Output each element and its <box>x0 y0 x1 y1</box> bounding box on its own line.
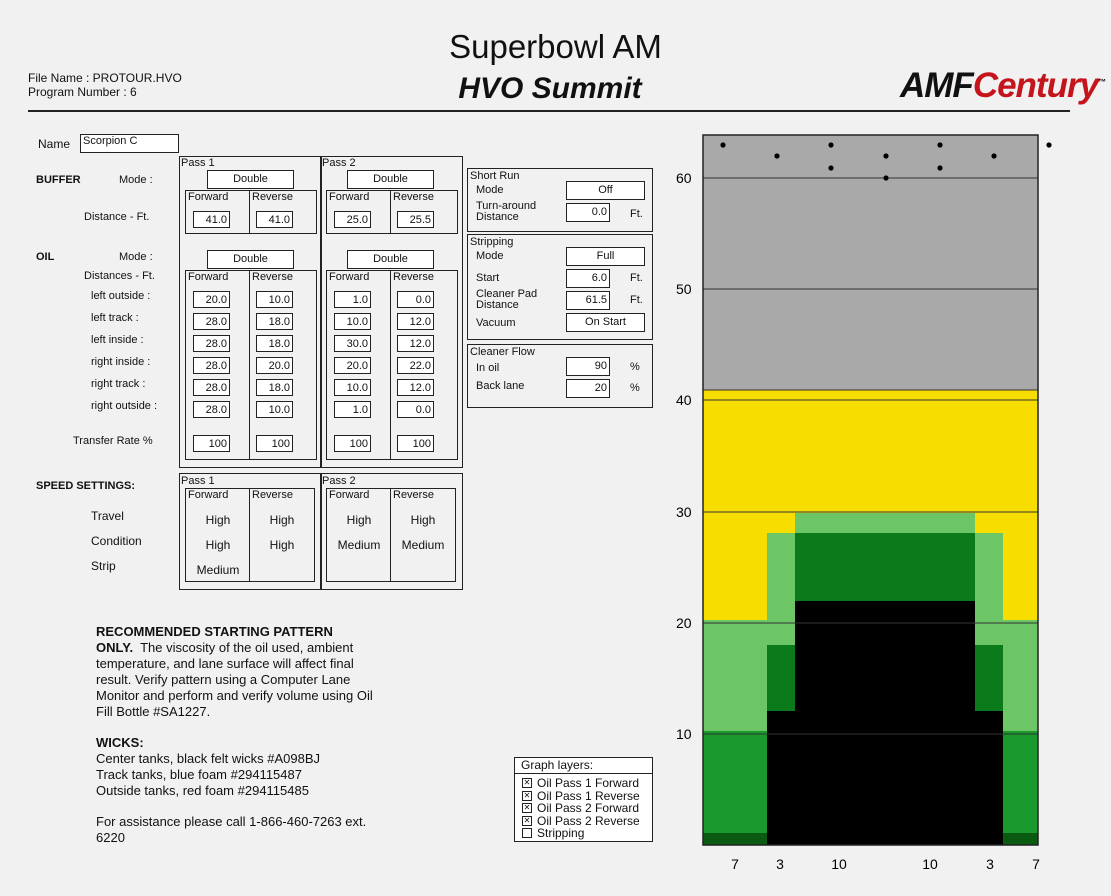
speed-pass1-forward-condition: High <box>205 538 231 552</box>
pass2-oil-forward-head: Forward <box>329 271 370 283</box>
pass2-buffer-divider <box>390 190 391 233</box>
cleaner-flow-back-unit: % <box>630 382 640 394</box>
short-run-turnaround-label-1: Turn-around <box>476 200 537 212</box>
pass1-oil-reverse-row: 20.0 <box>256 357 293 374</box>
short-run-turnaround-label-2: Distance <box>476 211 519 223</box>
pass1-oil-forward-row: 28.0 <box>193 379 230 396</box>
stripping-start-value: 6.0 <box>566 269 610 288</box>
speed-pass2-reverse-head: Reverse <box>393 489 434 501</box>
stripping-cleaner-label-2: Distance <box>476 299 519 311</box>
graph-layer-checkbox[interactable]: ✕ <box>523 803 531 812</box>
graph-layer-label: Oil Pass 2 Reverse <box>537 813 640 828</box>
lane-arrow-dot <box>828 142 833 147</box>
pass1-buffer-divider <box>249 190 250 233</box>
pass2-oil-forward-row: 1.0 <box>334 401 371 418</box>
pass2-oil-reverse-row: 12.0 <box>397 313 434 330</box>
pass2-oil-reverse-row: 12.0 <box>397 335 434 352</box>
x-tick-label: 10 <box>922 856 938 872</box>
strip-area <box>703 135 1038 390</box>
pass1-buffer-forward-head: Forward <box>188 191 229 203</box>
graph-layers-title: Graph layers: <box>521 758 594 772</box>
speed-pass2-title: Pass 2 <box>322 475 356 487</box>
graph-layer-checkbox[interactable]: ✕ <box>523 815 531 825</box>
pass2-oil-divider <box>390 270 391 459</box>
wicks-title: WICKS: <box>96 735 144 750</box>
speed-pass1-forward-travel: High <box>205 513 231 527</box>
pass2-oil-reverse-row: 12.0 <box>397 379 434 396</box>
stripping-mode-label: Mode <box>476 250 504 262</box>
logo-century: Century <box>972 66 1099 105</box>
graph-layer-label: Oil Pass 2 Forward <box>537 801 640 815</box>
short-run-mode-label: Mode <box>476 184 504 196</box>
short-run-mode: Off <box>566 181 645 200</box>
program-number: Program Number : 6 <box>28 85 137 99</box>
pass1-buffer-reverse: 41.0 <box>256 211 293 228</box>
amf-century-logo <box>900 66 1105 106</box>
lane-arrow-dot <box>937 142 942 147</box>
buffer-mode-label: Mode : <box>119 174 153 186</box>
pass2-transfer-reverse: 100 <box>397 435 434 452</box>
pass1-buffer-forward: 41.0 <box>193 211 230 228</box>
pass2-oil-reverse-row: 0.0 <box>397 401 434 418</box>
speed-pass1-reverse-condition: High <box>269 538 295 552</box>
oil-track-right <box>975 711 1003 845</box>
oil-label: OIL <box>36 251 55 263</box>
lane-arrow-dot <box>828 165 833 170</box>
recommended-text: The viscosity of the oil used, ambient temperature, and lane surface will affect final result. Verify pattern using a Computer Lane Monitor and perform and verify volume using Oil Fill Bottle #SA1227. <box>96 640 373 719</box>
lane-arrow-dot <box>937 165 942 170</box>
logo-amf: AMF <box>900 66 973 105</box>
pass2-oil-forward-row: 20.0 <box>334 357 371 374</box>
pass2-oil-reverse-row: 22.0 <box>397 357 434 374</box>
pass2-buffer-mode: Double <box>347 170 434 189</box>
oil-mode-label: Mode : <box>119 251 153 263</box>
y-tick-label: 20 <box>676 615 692 631</box>
right-inside-label: right inside : <box>91 356 151 368</box>
pass1-transfer-reverse: 100 <box>256 435 293 452</box>
stripping-cleaner-value: 61.5 <box>566 291 610 310</box>
stripping-cleaner-unit: Ft. <box>630 294 643 306</box>
oil-center-area <box>795 601 975 845</box>
pass2-transfer-forward: 100 <box>334 435 371 452</box>
name-field <box>80 134 179 153</box>
pass2-oil-forward-row: 1.0 <box>334 291 371 308</box>
pass1-oil-reverse-row: 18.0 <box>256 313 293 330</box>
left-inside-label: left inside : <box>91 334 144 346</box>
page-subtitle: HVO Summit <box>458 72 642 105</box>
speed-pass1-title: Pass 1 <box>181 475 215 487</box>
graph-layer-label: Oil Pass 1 Forward <box>537 776 640 790</box>
pass1-oil-reverse-row: 18.0 <box>256 335 293 352</box>
wicks-line-track: Track tanks, blue foam #294115487 <box>96 767 302 782</box>
x-tick-label: 10 <box>831 856 847 872</box>
y-tick-label: 50 <box>676 281 692 297</box>
x-tick-label: 3 <box>776 856 784 872</box>
lane-graph <box>660 128 1080 878</box>
stripping-mode: Full <box>566 247 645 266</box>
cleaner-flow-back-value: 20 <box>566 379 610 398</box>
speed-pass2-forward-head: Forward <box>329 489 370 501</box>
name-value: Scorpion C <box>83 135 138 147</box>
header-divider <box>28 110 1070 112</box>
page-title: Superbowl AM <box>449 28 662 65</box>
strip-label: Strip <box>91 559 116 573</box>
wicks-line-outside: Outside tanks, red foam #294115485 <box>96 783 309 798</box>
assistance-note: For assistance please call 1-866-460-7263 ext. 6220 <box>96 814 367 845</box>
graph-layers-title-rule <box>514 773 652 774</box>
speed-pass1-forward-strip: Medium <box>196 563 240 577</box>
pass1-oil-reverse-row: 18.0 <box>256 379 293 396</box>
pass2-buffer-reverse: 25.5 <box>397 211 434 228</box>
cleaner-flow-title: Cleaner Flow <box>470 346 535 358</box>
speed-pass2-forward-travel: High <box>346 513 372 527</box>
stripping-title: Stripping <box>470 236 514 248</box>
pass1-oil-forward-head: Forward <box>188 271 229 283</box>
x-tick-label: 3 <box>986 856 994 872</box>
pass1-oil-forward-row: 28.0 <box>193 335 230 352</box>
x-tick-label: 7 <box>1032 856 1040 872</box>
recommended-note <box>96 624 386 720</box>
lane-arrow-dot <box>1046 142 1051 147</box>
oil-base-left <box>703 833 767 845</box>
stripping-start-label: Start <box>476 272 500 284</box>
travel-label: Travel <box>91 509 124 523</box>
stripping-cleaner-label-1: Cleaner Pad <box>476 288 538 300</box>
cleaner-flow-in-oil-label: In oil <box>476 362 500 374</box>
pass1-title: Pass 1 <box>181 157 215 169</box>
pass2-buffer-forward: 25.0 <box>334 211 371 228</box>
recommended-title: RECOMMENDED STARTING PATTERN <box>96 624 333 639</box>
y-tick-label: 40 <box>676 392 692 408</box>
pass1-oil-mode: Double <box>207 250 294 269</box>
pass1-oil-reverse-head: Reverse <box>252 271 293 283</box>
pass2-oil-reverse-head: Reverse <box>393 271 434 283</box>
lane-arrow-dot <box>883 175 888 180</box>
y-tick-label: 60 <box>676 170 692 186</box>
left-track-label: left track : <box>91 312 139 324</box>
wicks-note <box>96 735 386 799</box>
pass1-oil-forward-row: 28.0 <box>193 313 230 330</box>
cleaner-flow-back-label: Back lane <box>476 380 525 392</box>
speed-pass2-subpanel <box>326 488 456 582</box>
pass2-buffer-forward-head: Forward <box>329 191 370 203</box>
y-tick-label: 30 <box>676 504 692 520</box>
pass2-oil-forward-row: 30.0 <box>334 335 371 352</box>
graph-layer-label: Stripping <box>537 826 585 840</box>
pass1-oil-divider <box>249 270 250 459</box>
condition-label: Condition <box>91 534 142 548</box>
speed-pass2-forward-condition: Medium <box>337 538 381 552</box>
short-run-title: Short Run <box>470 170 520 182</box>
stripping-vacuum-value: On Start <box>566 313 645 332</box>
pass2-buffer-reverse-head: Reverse <box>393 191 434 203</box>
pass2-oil-forward-row: 10.0 <box>334 379 371 396</box>
oil-track-left <box>767 711 795 845</box>
pass2-oil-reverse-row: 0.0 <box>397 291 434 308</box>
pass1-transfer-forward: 100 <box>193 435 230 452</box>
recommended-only: ONLY. <box>96 640 134 655</box>
pass1-oil-reverse-row: 10.0 <box>256 401 293 418</box>
pass2-oil-mode: Double <box>347 250 434 269</box>
cleaner-flow-in-oil-value: 90 <box>566 357 610 376</box>
pass1-buffer-mode: Double <box>207 170 294 189</box>
file-name: File Name : PROTOUR.HVO <box>28 71 182 85</box>
speed-pass1-reverse-head: Reverse <box>252 489 293 501</box>
graph-layer-label: Oil Pass 1 Reverse <box>537 788 640 803</box>
pass1-oil-forward-row: 28.0 <box>193 401 230 418</box>
short-run-turnaround-value: 0.0 <box>566 203 610 222</box>
oil-base-right <box>1003 833 1038 845</box>
oil-distances-label: Distances - Ft. <box>84 270 155 282</box>
short-run-unit: Ft. <box>630 208 643 220</box>
lane-arrow-dot <box>991 153 996 158</box>
pass2-title: Pass 2 <box>322 157 356 169</box>
y-tick-label: 10 <box>676 726 692 742</box>
speed-pass1-reverse-travel: High <box>269 513 295 527</box>
speed-pass1-forward-head: Forward <box>188 489 229 501</box>
graph-layer-checkbox[interactable] <box>522 828 532 838</box>
transfer-rate-label: Transfer Rate % <box>73 435 153 447</box>
lane-arrow-dot <box>720 142 725 147</box>
lane-arrow-dot <box>774 153 779 158</box>
speed-pass1-divider <box>249 488 250 581</box>
pass2-oil-forward-row: 10.0 <box>334 313 371 330</box>
right-outside-label: right outside : <box>91 400 158 412</box>
pass1-buffer-reverse-head: Reverse <box>252 191 293 203</box>
cleaner-flow-in-oil-unit: % <box>630 361 640 373</box>
buffer-distance-label: Distance - Ft. <box>84 211 150 223</box>
speed-pass2-divider <box>390 488 391 581</box>
pass1-oil-forward-row: 20.0 <box>193 291 230 308</box>
speed-settings-label: SPEED SETTINGS: <box>36 480 136 492</box>
name-label: Name <box>38 137 71 151</box>
wicks-line-center: Center tanks, black felt wicks #A098BJ <box>96 751 320 766</box>
buffer-label: BUFFER <box>36 174 81 186</box>
pass1-oil-reverse-row: 10.0 <box>256 291 293 308</box>
pass1-oil-forward-row: 28.0 <box>193 357 230 374</box>
lane-arrow-dot <box>883 153 888 158</box>
speed-pass2-reverse-condition: Medium <box>401 538 445 552</box>
graph-layer-checkbox[interactable]: ✕ <box>523 790 531 800</box>
logo-tm: ™ <box>1098 77 1106 87</box>
right-track-label: right track : <box>91 378 146 390</box>
speed-pass2-reverse-travel: High <box>410 513 436 527</box>
graph-layer-checkbox[interactable]: ✕ <box>523 778 531 787</box>
left-outside-label: left outside : <box>91 290 151 302</box>
stripping-start-unit: Ft. <box>630 272 643 284</box>
x-tick-label: 7 <box>731 856 739 872</box>
stripping-vacuum-label: Vacuum <box>476 317 516 329</box>
